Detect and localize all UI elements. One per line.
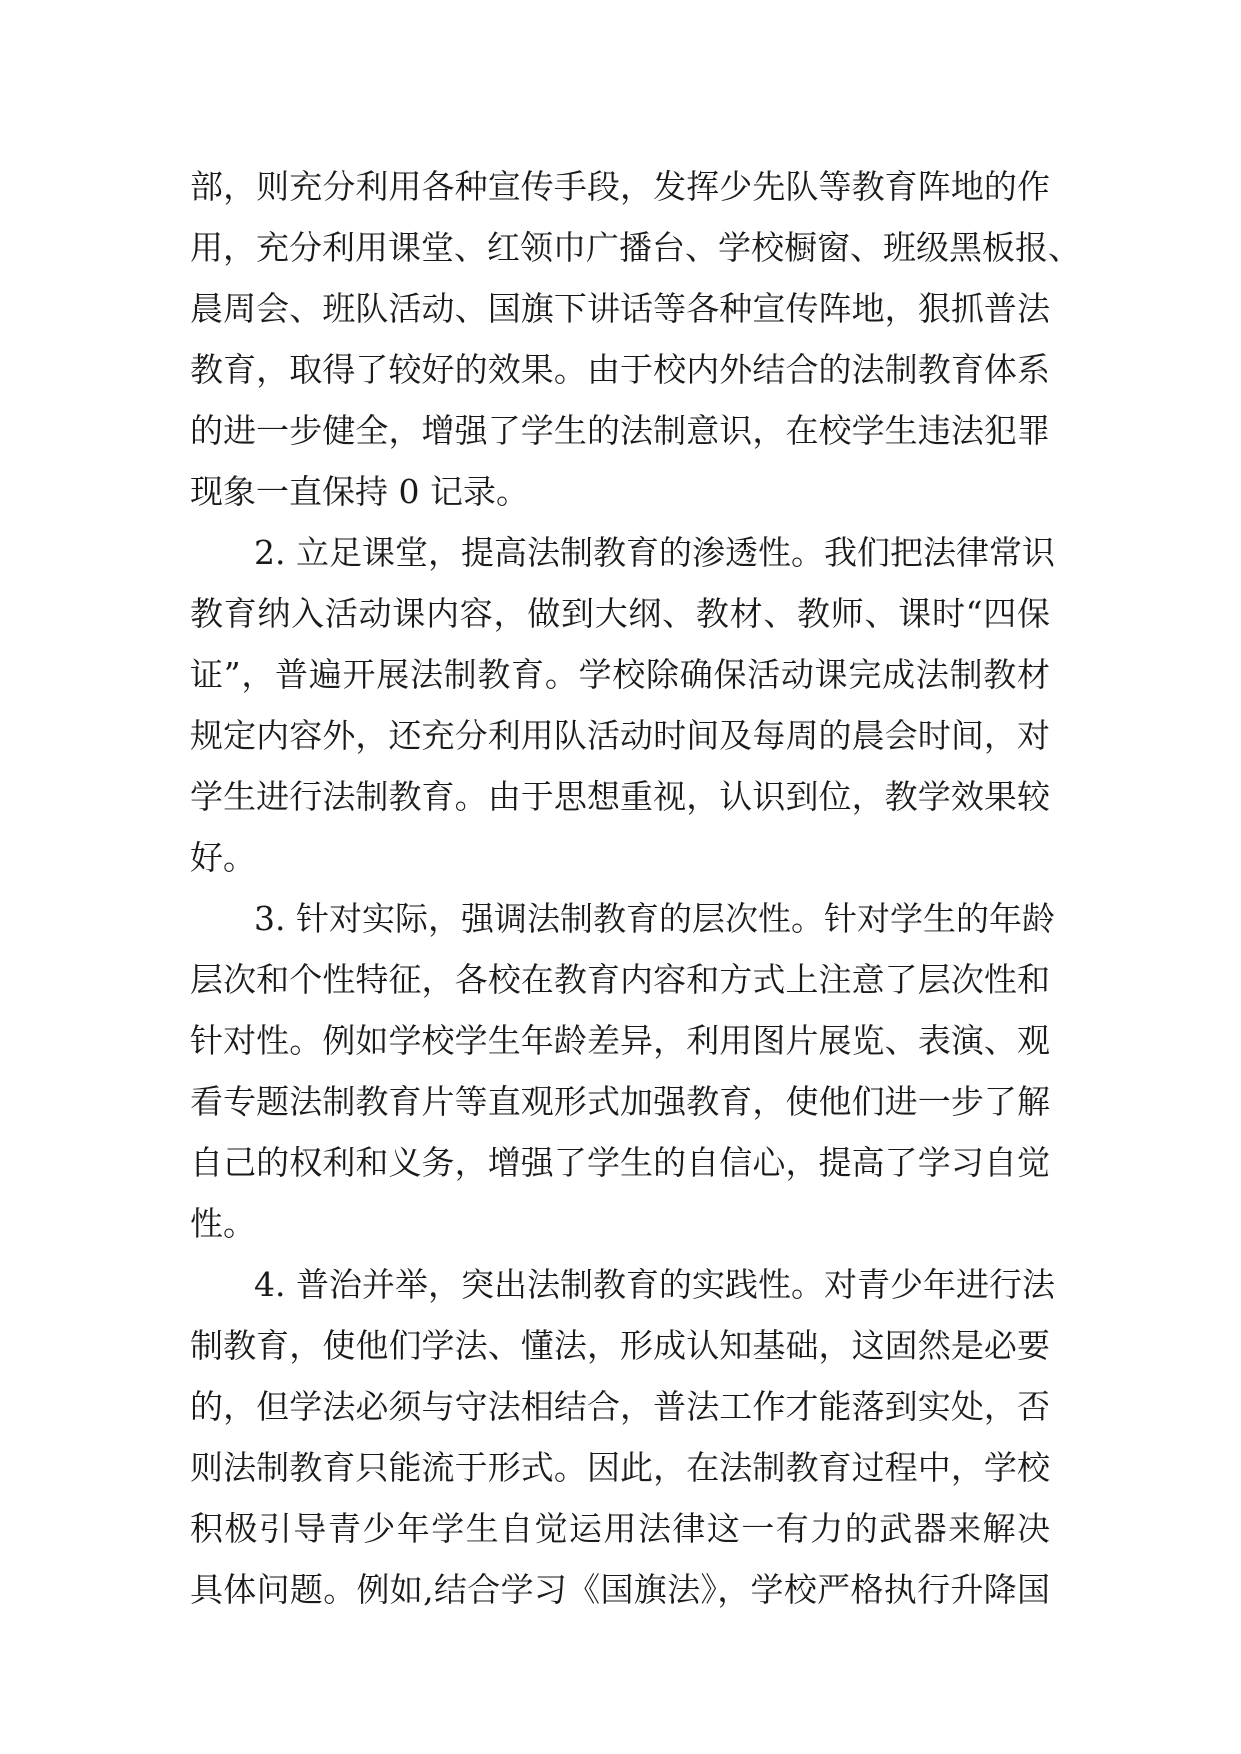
paragraph-4 <box>190 1254 1055 1620</box>
text-line: 的，但学法必须与守法相结合，普法工作才能落到实处，否 <box>190 1387 1050 1426</box>
text-line: 好。 <box>190 838 256 877</box>
text-line: 4. 普治并举，突出法制教育的实践性。对青少年进行法 <box>254 1265 1055 1304</box>
text-line: 3. 针对实际，强调法制教育的层次性。针对学生的年龄 <box>254 899 1055 938</box>
text-line: 现象一直保持 0 记录。 <box>190 472 529 511</box>
text-line: 2. 立足课堂，提高法制教育的渗透性。我们把法律常识 <box>254 533 1055 572</box>
text-line: 则法制教育只能流于形式。因此，在法制教育过程中，学校 <box>190 1448 1050 1487</box>
text-line: 部，则充分利用各种宣传手段，发挥少先队等教育阵地的作 <box>190 167 1050 206</box>
text-line: 层次和个性特征，各校在教育内容和方式上注意了层次性和 <box>190 960 1050 999</box>
text-line: 教育纳入活动课内容，做到大纲、教材、教师、课时“四保 <box>190 594 1050 633</box>
text-line: 看专题法制教育片等直观形式加强教育，使他们进一步了解 <box>190 1082 1050 1121</box>
paragraph-1 <box>190 156 1081 522</box>
text-line: 规定内容外，还充分利用队活动时间及每周的晨会时间，对 <box>190 716 1050 755</box>
text-line: 教育，取得了较好的效果。由于校内外结合的法制教育体系 <box>190 350 1050 389</box>
text-line: 具体问题。例如,结合学习《国旗法》，学校严格执行升降国 <box>190 1570 1050 1609</box>
text-line: 证”，普遍开展法制教育。学校除确保活动课完成法制教材 <box>190 655 1050 694</box>
document-body <box>190 156 1081 1620</box>
text-line: 自己的权利和义务，增强了学生的自信心，提高了学习自觉 <box>190 1143 1050 1182</box>
text-line: 学生进行法制教育。由于思想重视，认识到位，教学效果较 <box>190 777 1050 816</box>
text-line: 针对性。例如学校学生年龄差异，利用图片展览、表演、观 <box>190 1021 1050 1060</box>
text-line: 的进一步健全，增强了学生的法制意识，在校学生违法犯罪 <box>190 411 1050 450</box>
paragraph-2 <box>190 522 1055 888</box>
text-line: 性。 <box>190 1204 256 1243</box>
text-line: 晨周会、班队活动、国旗下讲话等各种宣传阵地，狠抓普法 <box>190 289 1050 328</box>
text-line: 积极引导青少年学生自觉运用法律这一有力的武器来解决 <box>190 1509 1050 1548</box>
text-line: 用，充分利用课堂、红领巾广播台、学校橱窗、班级黑板报、 <box>190 228 1081 267</box>
text-line: 制教育，使他们学法、懂法，形成认知基础，这固然是必要 <box>190 1326 1050 1365</box>
paragraph-3 <box>190 888 1055 1254</box>
